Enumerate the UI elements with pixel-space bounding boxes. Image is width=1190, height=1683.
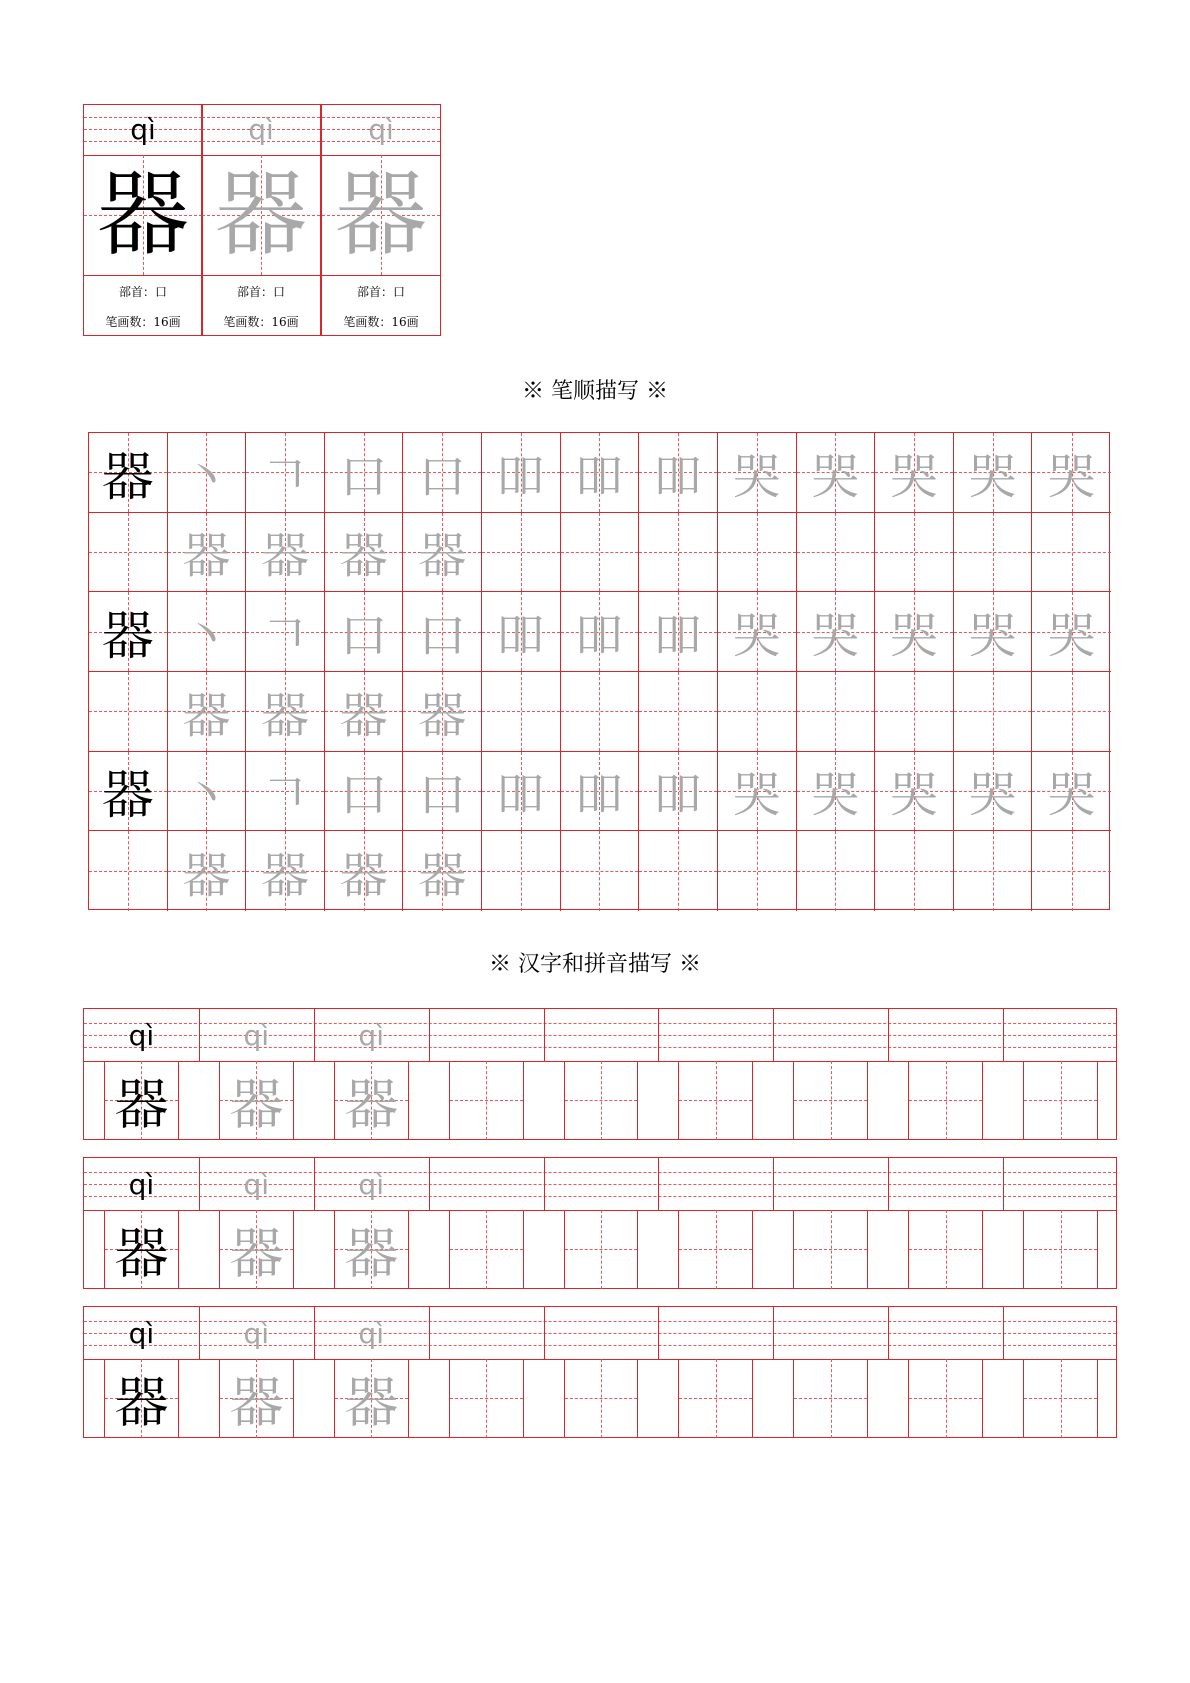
stroke-step: 器 xyxy=(182,687,231,744)
grid-cell xyxy=(325,513,404,593)
grid-cell xyxy=(482,831,561,911)
stroke-step: 哭 xyxy=(1047,448,1096,505)
grid-cell xyxy=(482,752,561,832)
grid-cell xyxy=(561,831,640,911)
grid-cell xyxy=(403,513,482,593)
grid-cell xyxy=(89,672,168,752)
row-pinyin: qì xyxy=(128,1019,155,1052)
row-pinyin: qì xyxy=(358,1019,384,1052)
grid-cell xyxy=(797,752,876,832)
card-character: 器 xyxy=(214,161,307,268)
stroke-step: 哭 xyxy=(811,608,860,665)
stroke-step: 口 xyxy=(418,767,467,824)
stroke-step: 器 xyxy=(261,847,310,904)
stroke-row-character: 器 xyxy=(101,766,154,827)
hanzi-box xyxy=(678,1061,753,1140)
radical-label: 部首：口 xyxy=(236,285,285,299)
row-character: 器 xyxy=(114,1370,169,1434)
grid-cell xyxy=(561,672,640,752)
stroke-step: 吅 xyxy=(575,448,624,505)
grid-cell xyxy=(403,433,482,513)
stroke-row-character: 器 xyxy=(101,607,154,668)
stroke-step: 吅 xyxy=(496,448,545,505)
stroke-step: 哭 xyxy=(968,448,1017,505)
hanzi-box xyxy=(793,1210,868,1289)
hanzi-box xyxy=(449,1359,524,1438)
grid-cell xyxy=(168,831,247,911)
pinyin-practice-row xyxy=(83,1157,1117,1289)
stroke-step: 器 xyxy=(418,847,467,904)
row-pinyin: qì xyxy=(128,1317,155,1350)
grid-cell xyxy=(954,831,1033,911)
grid-cell xyxy=(89,831,168,911)
grid-cell xyxy=(718,752,797,832)
row-pinyin: qì xyxy=(243,1168,270,1201)
stroke-step: 口 xyxy=(339,448,388,505)
stroke-count-label: 笔画数：16画 xyxy=(105,315,181,329)
grid-cell xyxy=(797,672,876,752)
grid-cell xyxy=(1032,513,1111,593)
grid-cell xyxy=(1032,433,1111,513)
stroke-count-label: 笔画数：16画 xyxy=(223,315,299,329)
grid-cell xyxy=(718,672,797,752)
card-pinyin: qì xyxy=(248,113,274,146)
stroke-step: 吅 xyxy=(654,608,703,665)
pinyin-practice-row xyxy=(83,1306,1117,1438)
hanzi-box xyxy=(1023,1210,1098,1289)
row-character: 器 xyxy=(114,1072,169,1136)
grid-cell xyxy=(1032,672,1111,752)
grid-cell xyxy=(561,752,640,832)
grid-cell xyxy=(168,752,247,832)
row-character: 器 xyxy=(344,1370,399,1434)
grid-cell xyxy=(954,752,1033,832)
row-character: 器 xyxy=(114,1221,169,1285)
stroke-step: 器 xyxy=(182,528,231,585)
grid-cell xyxy=(639,672,718,752)
grid-cell xyxy=(954,592,1033,672)
character-card xyxy=(201,104,321,336)
stroke-step: 哭 xyxy=(889,608,938,665)
stroke-step: 口 xyxy=(339,767,388,824)
stroke-step: 哭 xyxy=(811,767,860,824)
grid-cell xyxy=(1032,831,1111,911)
grid-cell xyxy=(482,672,561,752)
grid-cell xyxy=(797,433,876,513)
grid-cell xyxy=(797,592,876,672)
stroke-step: 哭 xyxy=(732,448,781,505)
hanzi-box xyxy=(908,1210,983,1289)
stroke-step: 吅 xyxy=(496,608,545,665)
stroke-step: 器 xyxy=(182,847,231,904)
grid-cell xyxy=(718,592,797,672)
grid-cell xyxy=(246,592,325,672)
stroke-step: 器 xyxy=(261,528,310,585)
stroke-step: 哭 xyxy=(732,608,781,665)
hanzi-box xyxy=(1023,1061,1098,1140)
grid-cell xyxy=(797,513,876,593)
card-pinyin: qì xyxy=(130,113,156,146)
row-pinyin: qì xyxy=(243,1317,270,1350)
stroke-step: 丶 xyxy=(182,767,231,824)
grid-cell xyxy=(482,592,561,672)
stroke-step: 𠃍 xyxy=(261,448,310,505)
stroke-step: 吅 xyxy=(575,608,624,665)
row-pinyin: qì xyxy=(358,1317,384,1350)
stroke-step: 器 xyxy=(418,687,467,744)
row-character: 器 xyxy=(229,1072,284,1136)
hanzi-box xyxy=(908,1359,983,1438)
grid-cell xyxy=(403,831,482,911)
hanzi-box xyxy=(678,1210,753,1289)
stroke-step: 口 xyxy=(339,608,388,665)
grid-cell xyxy=(718,831,797,911)
hanzi-box xyxy=(564,1061,639,1140)
stroke-step: 哭 xyxy=(889,767,938,824)
stroke-step: 器 xyxy=(261,687,310,744)
character-card xyxy=(83,104,203,336)
grid-cell xyxy=(1032,752,1111,832)
grid-cell xyxy=(246,433,325,513)
stroke-step: 吅 xyxy=(654,448,703,505)
stroke-step: 丶 xyxy=(182,448,231,505)
grid-cell xyxy=(325,433,404,513)
grid-cell xyxy=(89,513,168,593)
grid-cell xyxy=(639,752,718,832)
grid-cell xyxy=(168,513,247,593)
grid-cell xyxy=(639,592,718,672)
grid-cell xyxy=(954,513,1033,593)
grid-cell xyxy=(561,433,640,513)
stroke-step: 哭 xyxy=(811,448,860,505)
grid-cell xyxy=(168,592,247,672)
stroke-order-title: ※ 笔顺描写 ※ xyxy=(522,379,668,404)
grid-cell xyxy=(875,672,954,752)
stroke-step: 吅 xyxy=(496,767,545,824)
stroke-step: 哭 xyxy=(1047,608,1096,665)
grid-cell xyxy=(325,672,404,752)
grid-cell xyxy=(1032,592,1111,672)
grid-cell xyxy=(403,672,482,752)
row-pinyin: qì xyxy=(358,1168,384,1201)
grid-cell xyxy=(168,672,247,752)
stroke-step: 器 xyxy=(418,528,467,585)
grid-cell xyxy=(246,513,325,593)
grid-cell xyxy=(246,831,325,911)
grid-cell xyxy=(89,752,168,832)
hanzi-box xyxy=(564,1359,639,1438)
stroke-row-character: 器 xyxy=(101,447,154,508)
hanzi-box xyxy=(1023,1359,1098,1438)
grid-cell xyxy=(403,592,482,672)
row-character: 器 xyxy=(229,1370,284,1434)
hanzi-box xyxy=(449,1210,524,1289)
grid-cell xyxy=(246,672,325,752)
grid-cell xyxy=(718,433,797,513)
hanzi-box xyxy=(908,1061,983,1140)
pinyin-tracing-title: ※ 汉字和拼音描写 ※ xyxy=(489,952,701,977)
grid-cell xyxy=(875,752,954,832)
grid-cell xyxy=(875,831,954,911)
grid-cell xyxy=(246,752,325,832)
grid-cell xyxy=(954,672,1033,752)
radical-label: 部首：口 xyxy=(356,285,405,299)
stroke-step: 哭 xyxy=(1047,767,1096,824)
row-character: 器 xyxy=(229,1221,284,1285)
stroke-step: 哭 xyxy=(968,608,1017,665)
stroke-step: 口 xyxy=(418,608,467,665)
grid-cell xyxy=(639,831,718,911)
grid-cell xyxy=(639,513,718,593)
grid-cell xyxy=(718,513,797,593)
grid-cell xyxy=(325,752,404,832)
grid-cell xyxy=(797,831,876,911)
hanzi-box xyxy=(449,1061,524,1140)
grid-cell xyxy=(954,433,1033,513)
grid-cell xyxy=(325,831,404,911)
stroke-step: 哭 xyxy=(968,767,1017,824)
row-character: 器 xyxy=(344,1072,399,1136)
grid-cell xyxy=(403,752,482,832)
pinyin-practice-row xyxy=(83,1008,1117,1140)
hanzi-box xyxy=(793,1061,868,1140)
row-character: 器 xyxy=(344,1221,399,1285)
row-pinyin: qì xyxy=(128,1168,155,1201)
grid-cell xyxy=(875,592,954,672)
hanzi-box xyxy=(793,1359,868,1438)
stroke-count-label: 笔画数：16画 xyxy=(343,315,419,329)
hanzi-box xyxy=(678,1359,753,1438)
grid-cell xyxy=(875,433,954,513)
card-pinyin: qì xyxy=(368,113,394,146)
stroke-step: 哭 xyxy=(889,448,938,505)
stroke-step: 𠃍 xyxy=(261,767,310,824)
grid-cell xyxy=(325,592,404,672)
stroke-step: 吅 xyxy=(654,767,703,824)
hanzi-box xyxy=(564,1210,639,1289)
card-character: 器 xyxy=(334,161,427,268)
grid-cell xyxy=(561,592,640,672)
grid-cell xyxy=(875,513,954,593)
stroke-step: 𠃍 xyxy=(261,608,310,665)
card-character: 器 xyxy=(96,161,189,268)
grid-cell xyxy=(561,513,640,593)
grid-cell xyxy=(639,433,718,513)
stroke-order-grid xyxy=(88,432,1110,910)
grid-cell xyxy=(89,433,168,513)
grid-cell xyxy=(482,513,561,593)
stroke-step: 丶 xyxy=(182,608,231,665)
stroke-step: 吅 xyxy=(575,767,624,824)
stroke-step: 器 xyxy=(339,847,388,904)
stroke-step: 器 xyxy=(339,687,388,744)
radical-label: 部首：口 xyxy=(118,285,167,299)
character-card xyxy=(321,104,441,336)
stroke-step: 器 xyxy=(339,528,388,585)
grid-cell xyxy=(168,433,247,513)
grid-cell xyxy=(482,433,561,513)
grid-cell xyxy=(89,592,168,672)
stroke-step: 口 xyxy=(418,448,467,505)
row-pinyin: qì xyxy=(243,1019,270,1052)
stroke-step: 哭 xyxy=(732,767,781,824)
